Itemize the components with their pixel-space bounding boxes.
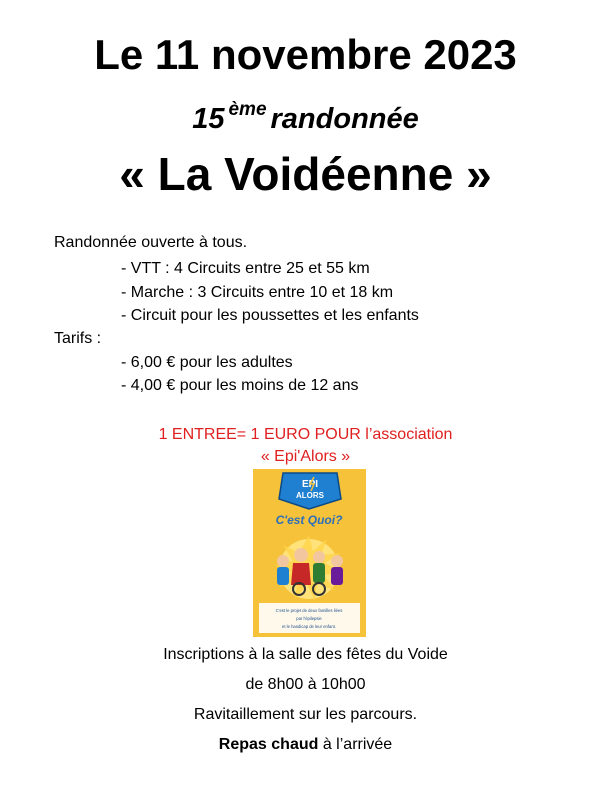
- edition-word: randonnée: [270, 103, 419, 135]
- edition-number: 15: [192, 103, 225, 135]
- hours-info: de 8h00 à 10h00: [245, 676, 366, 693]
- intro-text: Randonnée ouverte à tous.: [54, 234, 248, 251]
- price-children: - 4,00 € pour les moins de 12 ans: [121, 377, 359, 394]
- tarifs-label: Tarifs :: [54, 330, 102, 347]
- meal-info: [0, 735, 611, 755]
- circuit-poussettes: - Circuit pour les poussettes et les enfants: [121, 307, 419, 324]
- supply-info: Ravitaillement sur les parcours.: [193, 706, 418, 723]
- promo-line-2: « Epi'Alors »: [260, 448, 351, 465]
- price-adults: - 6,00 € pour les adultes: [121, 354, 293, 371]
- meal-rest: à l’arrivée: [318, 736, 393, 753]
- epi-alors-logo: [279, 473, 341, 509]
- event-name: « La Voidéenne »: [119, 148, 492, 200]
- epi-alors-poster: [253, 469, 366, 637]
- circuit-marche: - Marche : 3 Circuits entre 10 et 18 km: [121, 284, 394, 301]
- date-title: Le 11 novembre 2023: [94, 31, 517, 78]
- registration-info: Inscriptions à la salle des fêtes du Voide: [163, 646, 448, 663]
- edition-title: [0, 90, 611, 139]
- circuit-vtt: - VTT : 4 Circuits entre 25 et 55 km: [121, 260, 370, 277]
- svg-text:ALORS: ALORS: [296, 491, 324, 500]
- svg-text:EPI: EPI: [301, 479, 319, 490]
- edition-suffix: ème: [228, 99, 267, 120]
- poster-caption-line: C'est le projet de deux familles liées: [275, 608, 343, 613]
- promo-line-1: 1 ENTREE= 1 EURO POUR l’association: [158, 426, 453, 443]
- poster-caption-line: et le handicap de leur enfant.: [281, 624, 337, 629]
- meal-bold: Repas chaud: [218, 736, 319, 753]
- poster-caption-line: par l'épilepsie: [296, 616, 322, 621]
- poster-headline: C'est Quoi?: [275, 513, 343, 527]
